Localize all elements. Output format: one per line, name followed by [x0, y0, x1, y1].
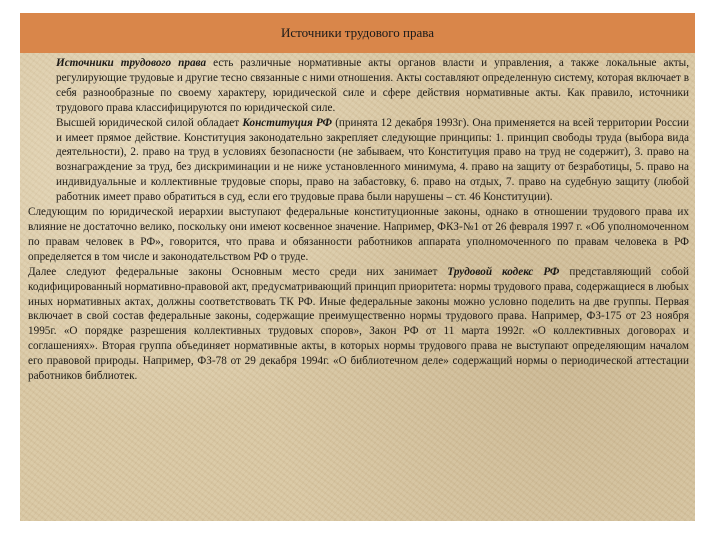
paragraph-text: Далее следуют федеральные законы Основным место среди них занимает [28, 265, 448, 278]
term-constitution: Конституция РФ [242, 116, 333, 129]
slide-body [28, 56, 689, 384]
slide [20, 13, 695, 521]
paragraph-constitutional-laws: Следующим по юридической иерархии выступают федеральные конституционные законы, однако в отношении трудового права их влияние не достаточно велико, поскольку они имеют косвенное значение. Например, ФКЗ-№1 от 26 февраля 1997 г. «Об уполномоченном по правам человек в РФ», говорится, что права и обязанности работников аппарата уполномоченного по правам человека в РФ определяется в том числе и законодательством РФ о труде. [28, 206, 689, 263]
paragraph-federal-laws [28, 265, 689, 384]
term-sources: Источники трудового права [56, 57, 207, 69]
paragraph-constitution [28, 116, 689, 205]
paragraph-sources-definition [28, 56, 689, 116]
slide-title: Источники трудового права [280, 25, 435, 40]
paragraph-text: (принята 12 декабря 1993г). Она применяется на всей территории России и имеет прямое действие. Конституция законодательно закрепляет следующие принципы: 1. принцип свободы труда (выбора вида деятельности), 2. право на труд в условиях безопасности (не забываем, что Конституция право на труд не содержит), 3. право на вознаграждение за труд, без дискриминации и не ниже установленного минимума, 4. право на защиту от безработицы, 5. право на индивидуальные и коллективные трудовые споры, право на забастовку, 6. право на отдых, 7. право на судебную защиту (любой работник имеет право обратиться в суд, если его трудовые права были нарушены – ст. 46 Конституции). [56, 116, 689, 204]
paragraph-text: есть различные нормативные акты органов власти и управления, а также локальные акты, регулирующие трудовые и другие тесно связанные с ними отношения. Акты составляют определенную систему, которая включает в себя разнообразные по своему характеру, юридической силе и сфере действия нормативные акты. Как правило, источники трудового права классифицируются по юридической силе. [56, 57, 689, 114]
paragraph-text: Высшей юридической силой обладает [56, 116, 243, 129]
term-labor-code: Трудовой кодекс РФ [447, 265, 560, 278]
title-bar [20, 13, 695, 53]
paragraph-text: представляющий собой кодифицированный нормативно-правовой акт, предусматривающий принцип приоритета: нормы трудового права, содержащиеся в любых иных нормативных актах, должны соответствовать ТК РФ. Иные федеральные законы можно условно поделить на две группы. Первая включает в свой состав федеральные законы, содержащие преимущественно нормы трудового права. Например, ФЗ-175 от 23 ноября 1995г. «О порядке разрешения коллективных трудовых споров», Закон РФ от 11 марта 1992г. «О коллективных договорах и соглашениях». Вторая группа объединяет нормативные акты, в которых нормы трудового права не выступают определяющим началом его правовой природы. Например, ФЗ-78 от 29 декабря 1994г. «О библиотечном деле» содержащий нормы о периодической аттестации работников библиотек. [28, 265, 689, 383]
